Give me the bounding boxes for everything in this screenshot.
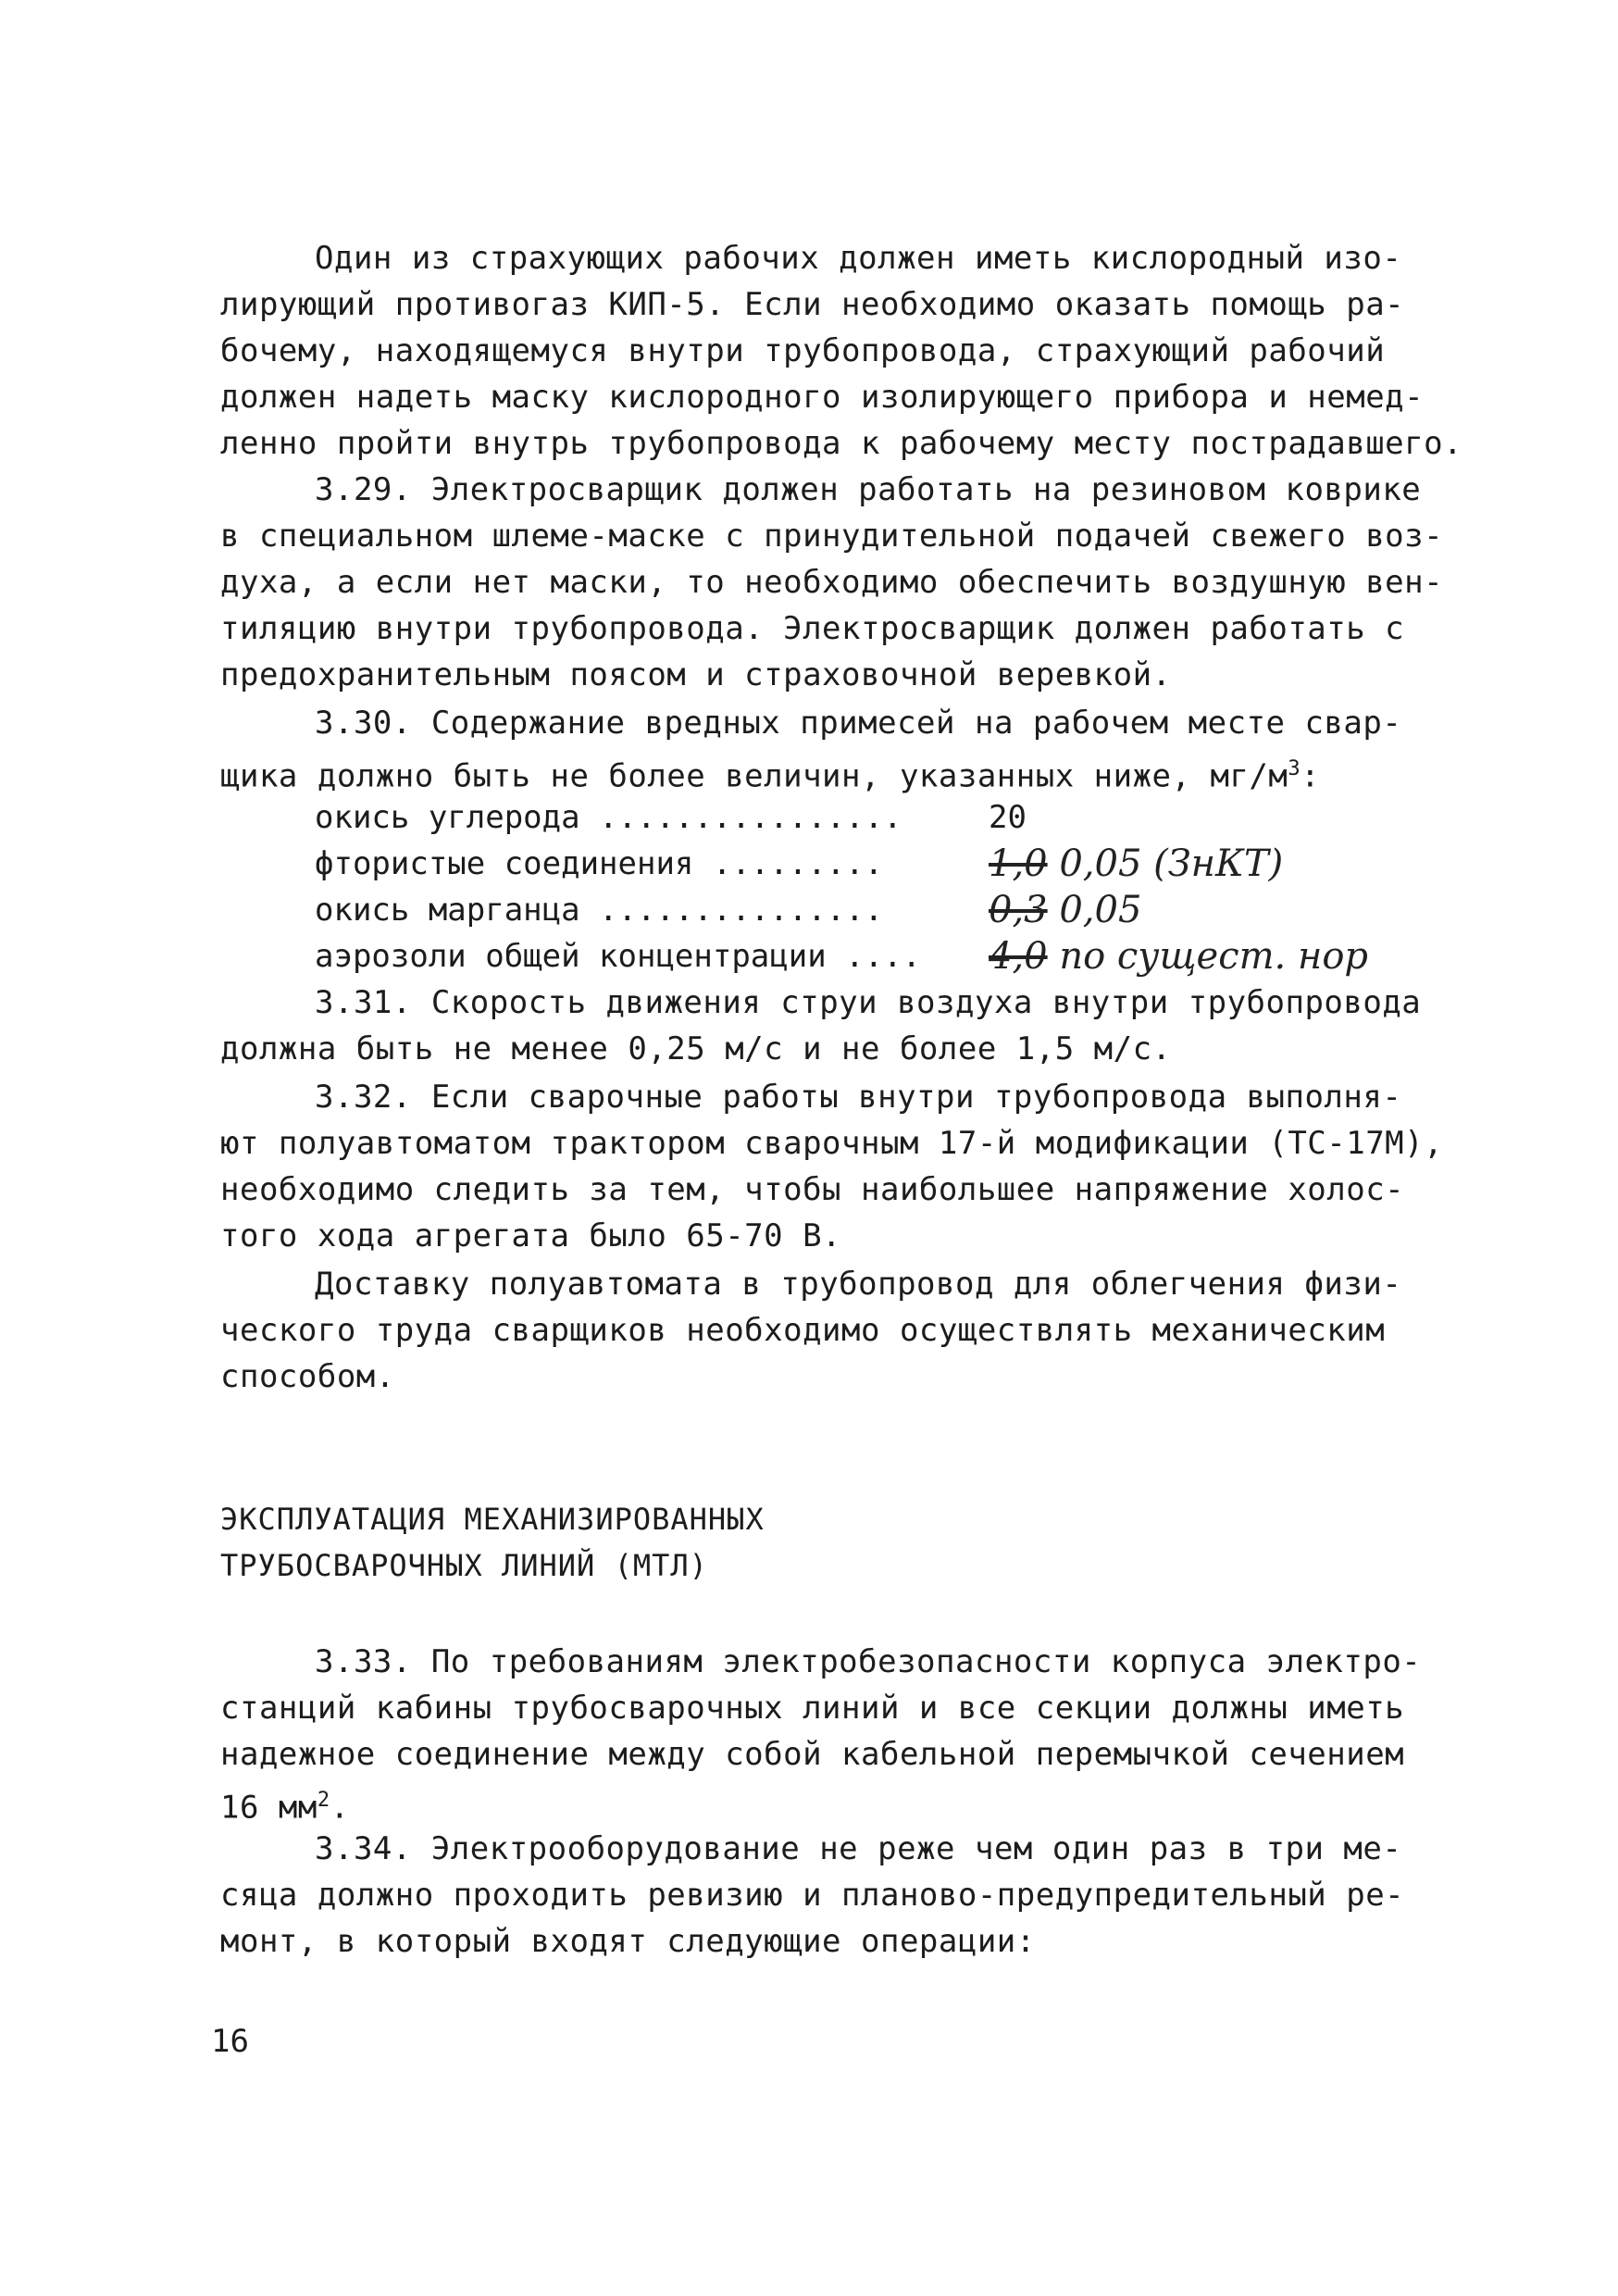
text-segment: 16 мм — [220, 1789, 317, 1827]
page-number: 16 — [211, 2023, 249, 2060]
table-row — [315, 841, 1284, 887]
text-line: бочему, находящемуся внутри трубопровода, страхующий рабочий — [220, 332, 1386, 369]
text-line: того хода агрегата было 65-70 В. — [220, 1217, 842, 1254]
text-line: духа, а если нет маски, то необходимо обеспечить воздушную вен- — [220, 564, 1444, 601]
table-row — [315, 887, 1142, 933]
text-line: должна быть не менее 0,25 м/с и не более 1,5 м/с. — [220, 1030, 1172, 1067]
handwritten-note: 0,05 — [1059, 889, 1142, 931]
text-line: монт, в который входят следующие операции: — [220, 1923, 1036, 1960]
text-segment: щика должно быть не более величин, указанных ниже, мг/м — [220, 757, 1288, 795]
substance-label: аэрозоли общей концентрации .... — [315, 938, 922, 975]
text-segment: : — [1301, 757, 1321, 795]
text-line: способом. — [220, 1358, 395, 1395]
text-line: необходимо следить за тем, чтобы наибольшее напряжение холос- — [220, 1171, 1405, 1208]
text-line: надежное соединение между собой кабельной перемычкой сечением — [220, 1736, 1405, 1773]
text-line: Один из страхующих рабочих должен иметь кислородный изо- — [315, 240, 1402, 277]
text-line: ленно пройти внутрь трубопровода к рабочему месту пострадавшего. — [220, 425, 1463, 462]
text-segment: . — [330, 1789, 350, 1827]
limit-value — [989, 933, 1368, 980]
struck-value: 4,0 — [989, 935, 1048, 978]
superscript: 2 — [317, 1789, 330, 1812]
table-row — [315, 933, 1369, 980]
substance-label: фтористые соединения ......... — [315, 845, 884, 882]
struck-value: 0,3 — [989, 889, 1048, 931]
substance-label: окись марганца ............... — [315, 892, 884, 929]
text-line: тиляцию внутри трубопровода. Электросварщик должен работать с — [220, 610, 1405, 647]
text-line — [220, 1778, 350, 1830]
substance-label: окись углерода ................ — [315, 799, 902, 836]
text-line: 3.33. По требованиям электробезопасности корпуса электро- — [315, 1643, 1422, 1680]
section-heading: ЭКСПЛУАТАЦИЯ МЕХАНИЗИРОВАННЫХ — [220, 1502, 765, 1537]
text-line: 3.31. Скорость движения струи воздуха внутри трубопровода — [315, 984, 1422, 1021]
text-line: Доставку полуавтомата в трубопровод для облегчения физи- — [315, 1266, 1402, 1303]
handwritten-note: по сущест. нор — [1059, 935, 1369, 978]
text-line: лирующий противогаз КИП-5. Если необходимо оказать помощь ра- — [220, 286, 1405, 323]
struck-value: 1,0 — [989, 842, 1048, 885]
limit-value: 20 — [989, 799, 1027, 836]
handwritten-note: 0,05 (ЗнКТ) — [1059, 842, 1284, 885]
superscript: 3 — [1288, 757, 1301, 780]
text-line: станций кабины трубосварочных линий и все секции должны иметь — [220, 1690, 1405, 1727]
limit-value — [989, 841, 1283, 887]
text-line: предохранительным поясом и страховочной веревкой. — [220, 656, 1172, 693]
table-row — [315, 794, 1027, 841]
section-heading: ТРУБОСВАРОЧНЫХ ЛИНИЙ (МТЛ) — [220, 1548, 708, 1583]
text-line — [220, 746, 1320, 799]
text-line: ческого труда сварщиков необходимо осуществлять механическим — [220, 1312, 1386, 1349]
text-line: 3.34. Электрооборудование не реже чем один раз в три ме- — [315, 1830, 1402, 1867]
text-line: 3.32. Если сварочные работы внутри трубопровода выполня- — [315, 1079, 1402, 1116]
text-line: 3.30. Содержание вредных примесей на рабочем месте свар- — [315, 705, 1402, 742]
text-line: должен надеть маску кислородного изолирующего прибора и немед- — [220, 379, 1425, 416]
text-line: 3.29. Электросварщик должен работать на резиновом коврике — [315, 471, 1422, 508]
limit-value — [989, 887, 1141, 933]
text-line: сяца должно проходить ревизию и планово-предупредительный ре- — [220, 1877, 1405, 1914]
text-line: в специальном шлеме-маске с принудительной подачей свежего воз- — [220, 518, 1444, 555]
text-line: ют полуавтоматом трактором сварочным 17-й модификации (ТС-17М), — [220, 1125, 1444, 1162]
